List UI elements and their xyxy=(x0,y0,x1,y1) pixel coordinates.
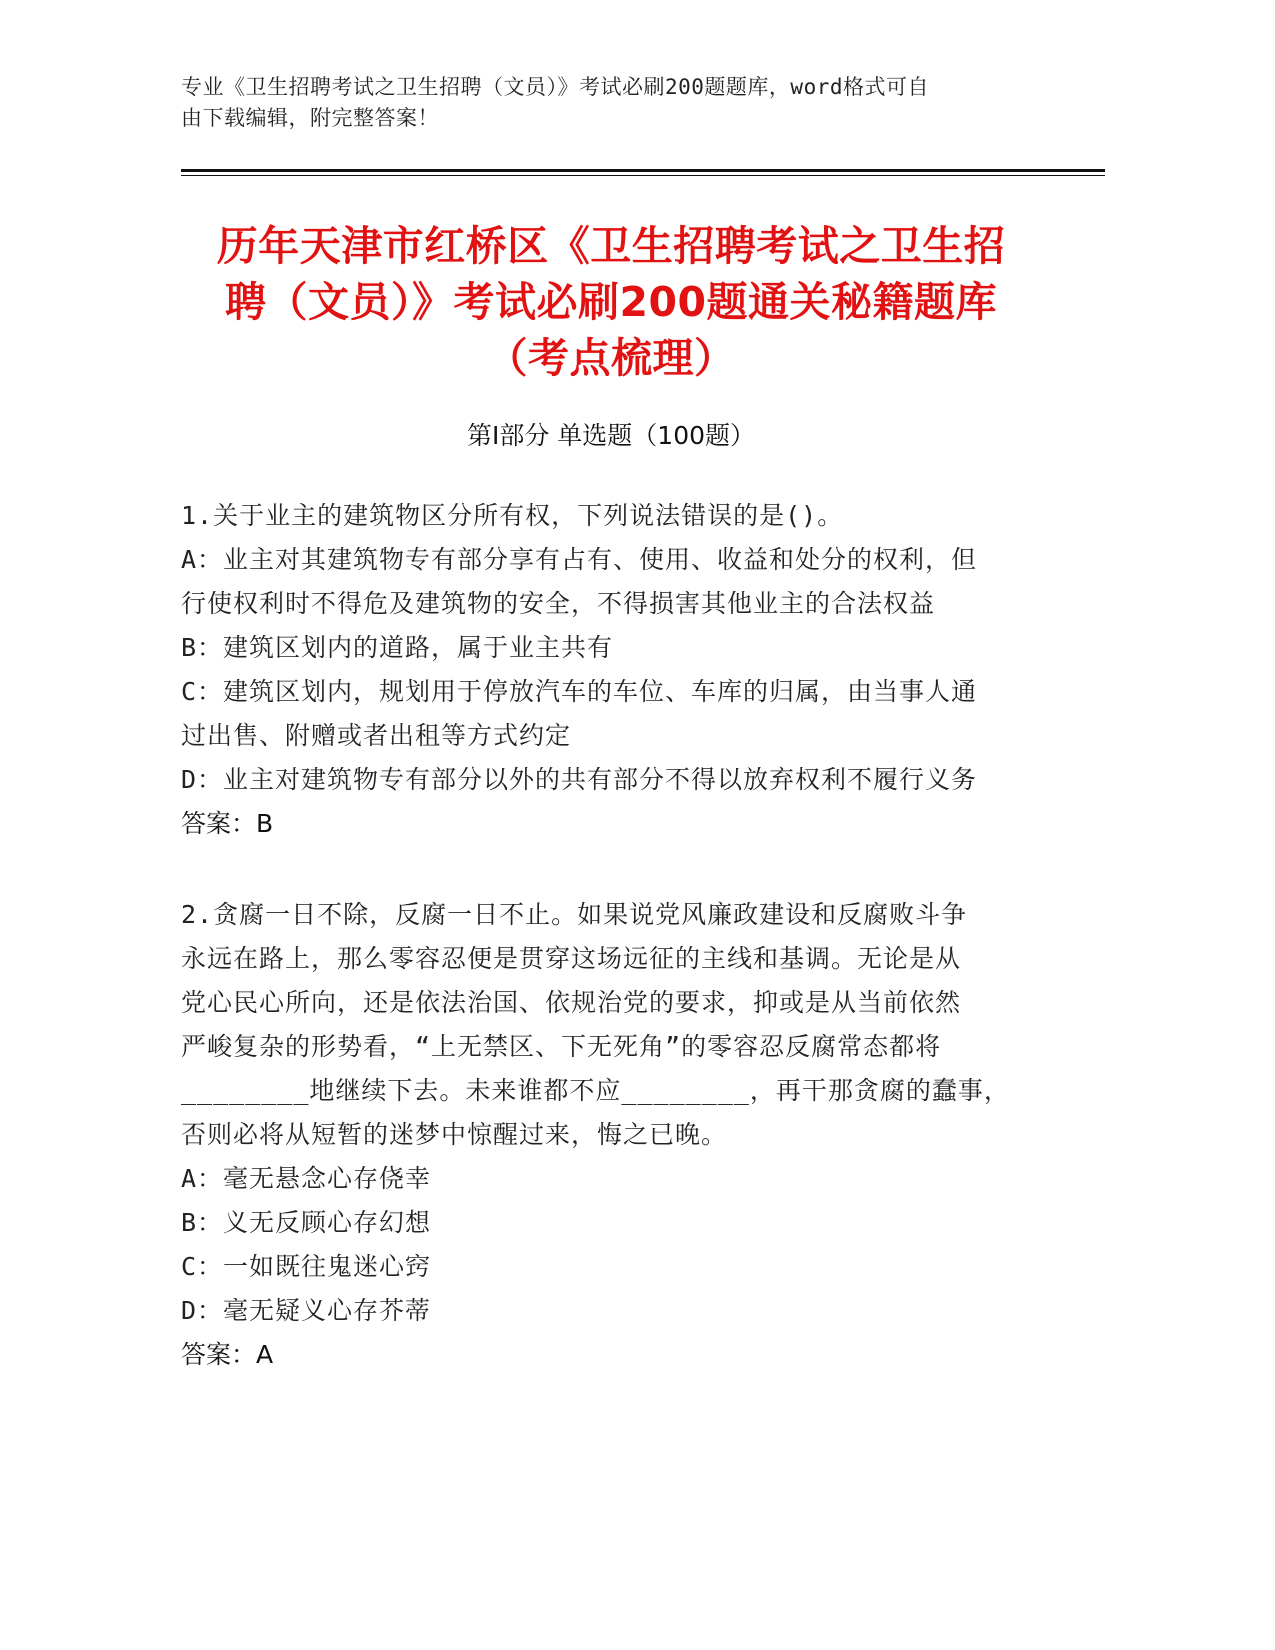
option-b: B：义无反顾心存幻想 xyxy=(181,1208,432,1237)
header-note xyxy=(181,72,1041,134)
option-a: A：毫无悬念心存侥幸 xyxy=(181,1164,432,1193)
header-divider xyxy=(181,169,1105,172)
header-note-line: 由下载编辑，附完整答案！ xyxy=(181,106,439,130)
question-block xyxy=(181,494,1041,846)
header-divider-thin xyxy=(181,175,1105,176)
question-stem-continued: 永远在路上，那么零容忍便是贯穿这场远征的主线和基调。无论是从 xyxy=(181,944,962,973)
title-line: （考点梳理） xyxy=(486,334,736,382)
option-d: D：毫无疑义心存芥蒂 xyxy=(181,1296,432,1325)
title-line: 聘（文员）》考试必刷200题通关秘籍题库 xyxy=(224,278,998,326)
section-heading: 第Ⅰ部分 单选题（100题） xyxy=(466,421,756,450)
answer-label: 答案：A xyxy=(181,1340,274,1369)
option-a: A：业主对其建筑物专有部分享有占有、使用、收益和处分的权利，但 xyxy=(181,545,978,574)
header-note-line: 专业《卫生招聘考试之卫生招聘（文员）》考试必刷200题题库，word格式可自 xyxy=(181,75,929,99)
option-c: C：一如既往鬼迷心窍 xyxy=(181,1252,432,1281)
option-c: C：建筑区划内，规划用于停放汽车的车位、车库的归属，由当事人通 xyxy=(181,677,978,706)
option-c-continued: 过出售、附赠或者出租等方式约定 xyxy=(181,721,572,750)
option-b: B：建筑区划内的道路，属于业主共有 xyxy=(181,633,614,662)
question-stem-continued: ________地继续下去。未来谁都不应________，再干那贪腐的蠢事， xyxy=(181,1076,1010,1105)
question-stem-continued: 严峻复杂的形势看，“上无禁区、下无死角”的零容忍反腐常态都将 xyxy=(181,1032,942,1061)
question-stem: 2.贪腐一日不除，反腐一日不止。如果说党风廉政建设和反腐败斗争 xyxy=(181,900,968,929)
question-stem: 1.关于业主的建筑物区分所有权，下列说法错误的是()。 xyxy=(181,501,844,530)
answer-label: 答案：B xyxy=(181,809,274,838)
option-d: D：业主对建筑物专有部分以外的共有部分不得以放弃权利不履行义务 xyxy=(181,765,978,794)
question-stem-continued: 党心民心所向，还是依法治国、依规治党的要求，抑或是从当前依然 xyxy=(181,988,962,1017)
document-title xyxy=(181,218,1041,386)
question-block xyxy=(181,893,1041,1377)
title-line: 历年天津市红桥区《卫生招聘考试之卫生招 xyxy=(216,222,1006,270)
question-stem-continued: 否则必将从短暂的迷梦中惊醒过来，悔之已晚。 xyxy=(181,1120,728,1149)
option-a-continued: 行使权利时不得危及建筑物的安全，不得损害其他业主的合法权益 xyxy=(181,589,936,618)
